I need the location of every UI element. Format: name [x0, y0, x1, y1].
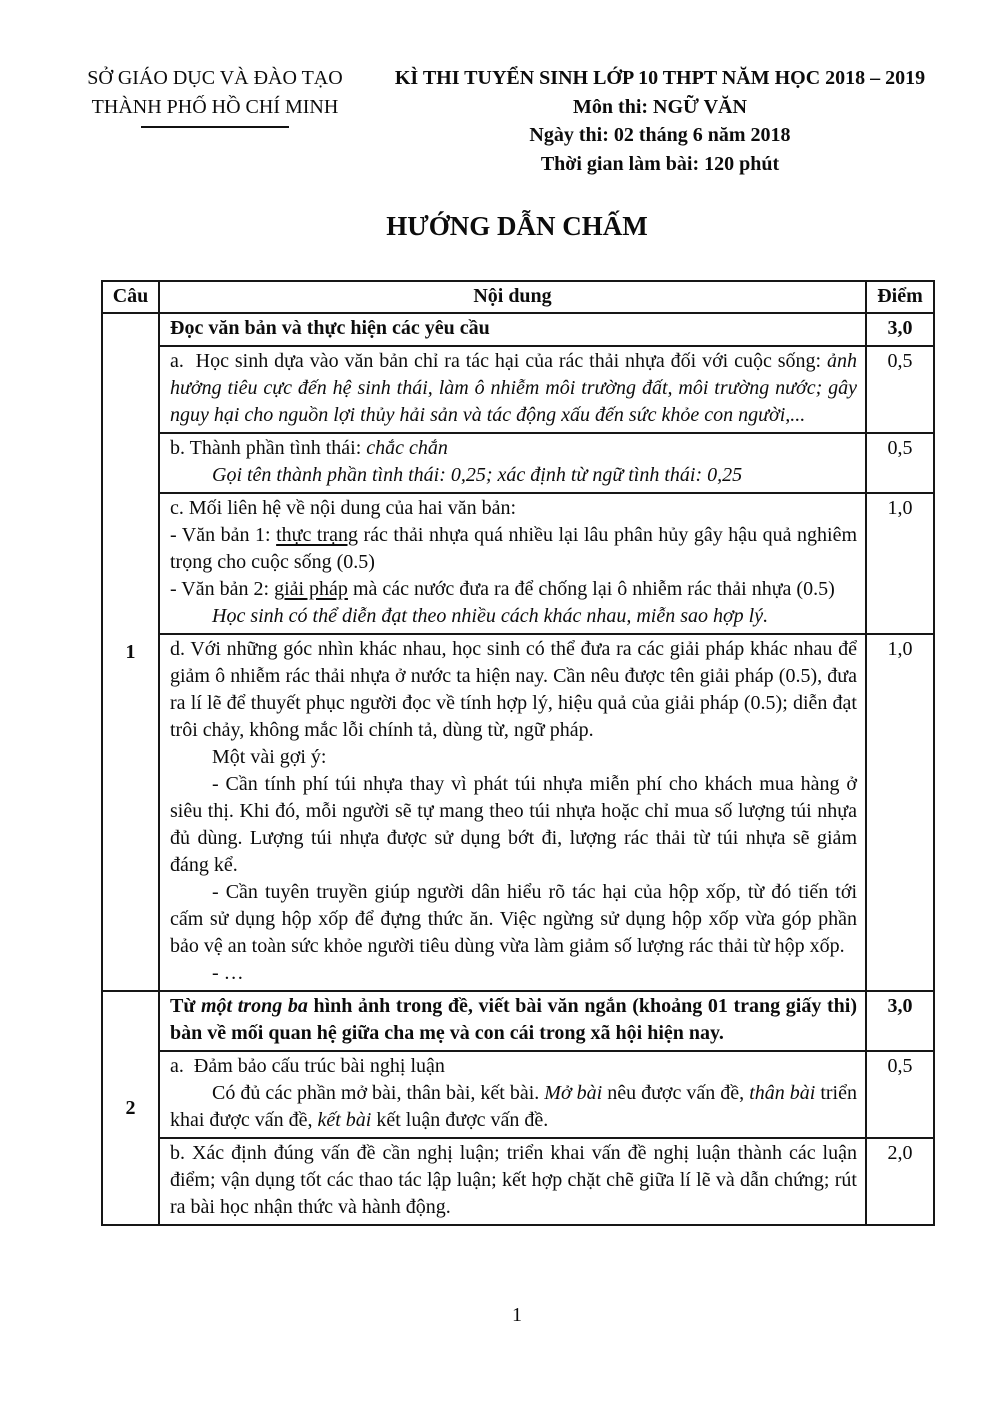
exam-info-block: [378, 64, 942, 178]
content-cell: [159, 991, 866, 1051]
content-paragraph: [170, 879, 857, 960]
rich-text-span: Đọc văn bản và thực hiện các yêu cầu: [170, 317, 490, 339]
rubric-row-q1-0: [102, 313, 934, 346]
rich-text-span: a. Học sinh dựa vào văn bản chỉ ra tác hại của rác thải nhựa đối với cuộc sống:: [170, 350, 827, 372]
column-header-noidung: Nội dung: [159, 281, 866, 313]
rich-text-span: ảnh hưởng tiêu cực đến hệ sinh thái, làm ô nhiễm môi trường đất, môi trường nước; gây nguy hại cho nguồn lợi thủy hải sản và tác động xấu đến sức khỏe con người,...: [170, 350, 857, 426]
page-number: 1: [512, 1304, 522, 1326]
content-cell: [159, 313, 866, 346]
rich-text-span: d. Với những góc nhìn khác nhau, học sinh có thể đưa ra các giải pháp khác nhau để giảm ô nhiễm rác thải nhựa ở nước ta hiện nay. Cần nêu được tên giải pháp (0.5), đưa ra lí lẽ để thuyết phục người đọc về tính hợp lý, hiệu quả của giải pháp (0.5); diễn đạt trôi chảy, không mắc lỗi chính tả, dùng từ, ngữ pháp.: [170, 638, 857, 741]
exam-date-line: Ngày thi: 02 tháng 6 năm 2018: [529, 124, 791, 146]
question-number: 1: [102, 313, 159, 991]
column-header-cau: Câu: [102, 281, 159, 313]
content-paragraph: [170, 771, 857, 879]
rich-text-span: - Cần tính phí túi nhựa thay vì phát túi nhựa miễn phí cho khách mua hàng ở siêu thị. Khi đó, mỗi người sẽ tự mang theo túi nhựa hoặc chỉ mua số lượng túi nhựa đủ dùng. Lượng túi nhựa được sử dụng bớt đi, lượng rác thải từ túi nhựa sẽ giảm đáng kể.: [170, 773, 857, 876]
column-header-diem: Điểm: [866, 281, 934, 313]
content-paragraph: [170, 1053, 857, 1080]
score-cell: 3,0: [866, 313, 934, 346]
grading-rubric-table: [101, 280, 935, 1226]
rich-text-span: a. Đảm bảo cấu trúc bài nghị luận: [170, 1055, 445, 1077]
exam-duration-line: Thời gian làm bài: 120 phút: [540, 152, 780, 175]
content-paragraph: [170, 1140, 857, 1221]
rich-text-span: triển khai được vấn đề,: [170, 1082, 857, 1131]
rich-text-span: giải pháp: [274, 578, 348, 600]
content-paragraph: [170, 744, 857, 771]
rich-text-span: Mở bài: [544, 1082, 603, 1104]
rich-text-span: - …: [212, 962, 244, 984]
rich-text-span: Học sinh có thể diễn đạt theo nhiều cách khác nhau, miễn sao hợp lý.: [212, 605, 769, 627]
header-underline: [141, 126, 289, 128]
rubric-row-q1-4: [102, 634, 934, 991]
score-cell: 2,0: [866, 1138, 934, 1225]
rubric-row-q2-0: [102, 991, 934, 1051]
table-header-row: [102, 281, 934, 313]
rich-text-span: Gọi tên thành phần tình thái: 0,25; xác định từ ngữ tình thái: 0,25: [212, 464, 743, 486]
rich-text-span: Một vài gợi ý:: [212, 746, 327, 768]
rich-text-span: nêu được vấn đề,: [602, 1082, 750, 1104]
rich-text-span: - Cần tuyên truyền giúp người dân hiểu rõ tác hại của hộp xốp, từ đó tiến tới cấm sử dụng hộp xốp để đựng thức ăn. Việc ngừng sử dụng hộp xốp vừa góp phần bảo vệ an toàn sức khỏe người tiêu dùng vừa làm giảm số lượng rác thải từ hộp xốp.: [170, 881, 857, 957]
rich-text-span: chắc chắn: [366, 437, 448, 459]
rubric-row-q1-2: [102, 433, 934, 493]
content-paragraph: [170, 435, 857, 462]
rich-text-span: - Văn bản 2:: [170, 578, 275, 600]
content-paragraph: [170, 495, 857, 522]
score-cell: 1,0: [866, 493, 934, 634]
content-paragraph: [170, 603, 857, 630]
content-paragraph: [170, 522, 857, 576]
rubric-row-q2-2: [102, 1138, 934, 1225]
content-paragraph: [170, 576, 857, 603]
rich-text-span: hình ảnh trong đề, viết bài văn ngắn (khoảng 01 trang giấy thi) bàn về mối quan hệ giữa cha mẹ và con cái trong xã hội hiện nay.: [170, 995, 858, 1044]
content-paragraph: [170, 348, 857, 429]
rich-text-span: c. Mối liên hệ về nội dung của hai văn bản:: [170, 497, 517, 519]
content-paragraph: [170, 960, 857, 987]
authority-line-1: SỞ GIÁO DỤC VÀ ĐÀO TẠO: [87, 67, 343, 89]
exam-subject-line: Môn thi: NGỮ VĂN: [573, 95, 747, 118]
rich-text-span: kết luận được vấn đề.: [371, 1109, 549, 1131]
content-paragraph: [170, 1080, 857, 1134]
content-paragraph: [170, 315, 857, 342]
score-cell: 0,5: [866, 1051, 934, 1138]
content-paragraph: [170, 993, 857, 1047]
score-cell: 3,0: [866, 991, 934, 1051]
rich-text-span: b. Xác định đúng vấn đề cần nghị luận; triển khai vấn đề nghị luận thành các luận điểm; vận dụng tốt các thao tác lập luận; kết hợp chặt chẽ giữa lí lẽ và dẫn chứng; rút ra bài học nhận thức và hành động.: [170, 1142, 857, 1218]
rubric-row-q1-3: [102, 493, 934, 634]
content-cell: [159, 433, 866, 493]
content-cell: [159, 1051, 866, 1138]
authority-line-2: THÀNH PHỐ HỒ CHÍ MINH: [91, 96, 339, 118]
content-paragraph: [170, 636, 857, 744]
rubric-row-q2-1: [102, 1051, 934, 1138]
rich-text-span: b. Thành phần tình thái:: [170, 437, 367, 459]
content-cell: [159, 346, 866, 433]
content-cell: [159, 1138, 866, 1225]
content-cell: [159, 634, 866, 991]
rich-text-span: thân bài: [749, 1082, 816, 1104]
rich-text-span: rác thải nhựa quá nhiều lại lâu phân hủy gây hậu quả nghiêm trọng cho cuộc sống (0.5): [170, 524, 858, 573]
content-cell: [159, 493, 866, 634]
score-cell: 0,5: [866, 346, 934, 433]
rubric-table-body: [102, 313, 934, 1225]
page-title: HƯỚNG DẪN CHẤM: [386, 211, 648, 241]
rich-text-span: thực trạng: [276, 524, 358, 546]
rubric-row-q1-1: [102, 346, 934, 433]
question-number: 2: [102, 991, 159, 1225]
rich-text-span: - Văn bản 1:: [170, 524, 277, 546]
rich-text-span: mà các nước đưa ra để chống lại ô nhiễm rác thải nhựa (0.5): [347, 578, 835, 600]
rich-text-span: một trong ba: [200, 995, 308, 1017]
rich-text-span: Từ: [170, 995, 201, 1017]
exam-title-line: KÌ THI TUYỂN SINH LỚP 10 THPT NĂM HỌC 2018 – 2019: [394, 67, 926, 89]
score-cell: 0,5: [866, 433, 934, 493]
rich-text-span: Có đủ các phần mở bài, thân bài, kết bài.: [212, 1082, 545, 1104]
issuing-authority-block: [58, 64, 372, 128]
score-cell: 1,0: [866, 634, 934, 991]
rich-text-span: kết bài: [317, 1109, 372, 1131]
content-paragraph: [170, 462, 857, 489]
